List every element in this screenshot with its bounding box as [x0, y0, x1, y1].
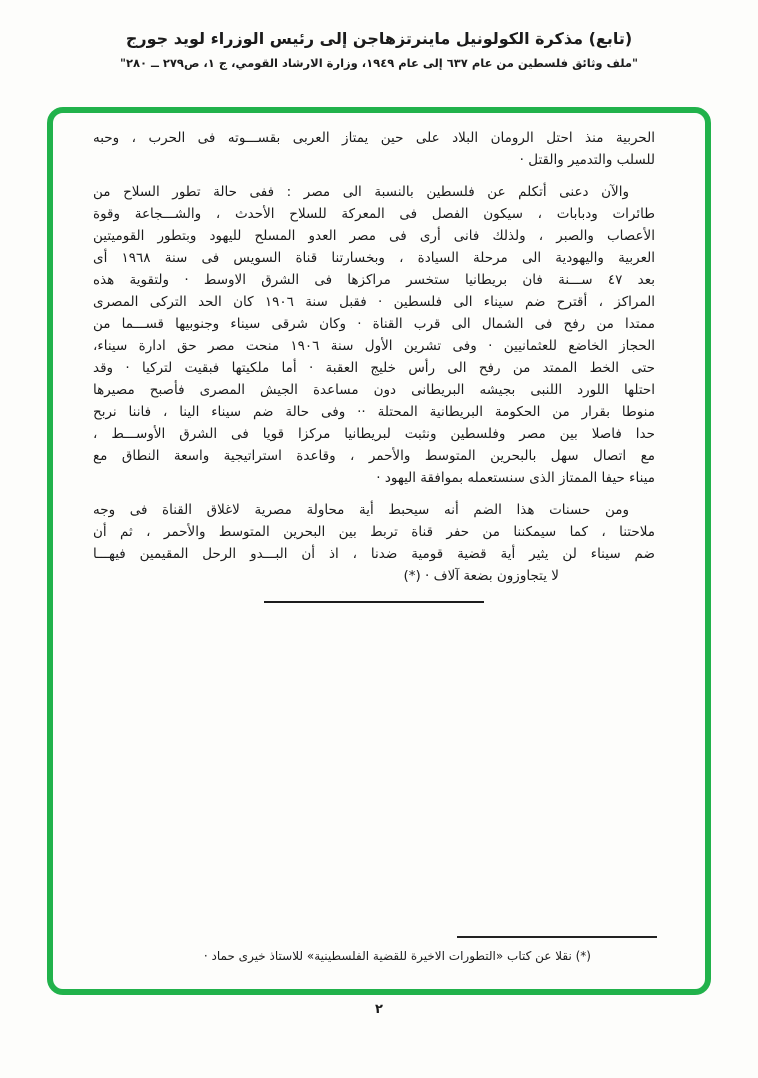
- text-line: احتلها اللورد اللنبى بجيشه البريطانى دون مساعدة الجيش المصرى فأصبح مصيرها: [93, 382, 655, 398]
- text-line: العربية واليهودية الى مرحلة السيادة ، وبخسارتنا قناة السويس فى سنة ١٩٦٨ أى: [93, 250, 656, 266]
- document-header: [0, 28, 758, 70]
- text-line: بعد ٤٧ ســـنة فان بريطانيا ستخسر مراكزها فى الشرق الاوسط · ولتقوية هذه: [93, 272, 655, 288]
- text-line: لا يتجاوزون بضعة آلاف · (*): [403, 568, 559, 584]
- paragraph-2: [93, 181, 655, 489]
- text-line: حدا فاصلا بين مصر وفلسطين ونثبت لبريطانيا مركزا قويا فى الشرق الأوســـط ،: [93, 426, 655, 442]
- text-line: ممتدا من رفح فى الشمال الى قرب القناة · وكان شرقى سيناء وجنوبيها قســـما من: [93, 316, 655, 332]
- text-line: ومن حسنات هذا الضم أنه سيحبط أية محاولة مصرية لاغلاق القناة فى وجه: [93, 502, 629, 518]
- green-frame: [47, 107, 711, 995]
- paragraph-3: [93, 499, 655, 587]
- text-line: منوطا بقرار من الحكومة البريطانية المحتلة ·· وفى حالة ضم سيناء الينا ، فاننا نربح: [93, 404, 655, 420]
- text-line: الحربية منذ احتل الرومان البلاد على حين يمتاز العربى بقســـوته فى الحرب ، وحبه: [93, 130, 655, 146]
- text-line: مع اتصال سهل بالبحرين المتوسط والأحمر ، وقاعدة استراتيجية واسعة النطاق مع: [93, 448, 655, 464]
- paragraph-1: [93, 127, 655, 171]
- text-line: الحجاز الخاضع للعثمانيين · وفى تشرين الأول سنة ١٩٠٦ منحت مصر حق ادارة سيناء،: [93, 338, 655, 354]
- footnote-rule: [457, 936, 657, 938]
- text-line: المراكز ، أقترح ضم سيناء الى فلسطين · فقبل سنة ١٩٠٦ كان الحد التركى المصرى: [93, 294, 655, 310]
- text-line: الأعصاب والصبر ، ولذلك فانى أرى فى مصر العدو المسلح لليهود وبتطور القوميتين: [93, 228, 655, 244]
- text-line: والآن دعنى أتكلم عن فلسطين بالنسبة الى مصر : ففى حالة تطور السلاح من: [93, 184, 629, 200]
- text-line: ملاحتنا ، كما سيمكننا من حفر قناة تربط بين البحرين المتوسط والأحمر ، ثم أن: [93, 524, 655, 540]
- section-divider: [264, 601, 484, 603]
- text-line: حتى الخط الممتد من رفح الى رأس خليج العقبة · أما ملكيتها فبقيت لتركيا · وقد: [93, 360, 655, 376]
- footnote: [93, 936, 657, 965]
- memo-body: [93, 127, 655, 603]
- footnote-text: (*) نقلا عن كتاب «التطورات الاخيرة للقضية الفلسطينية» للاستاذ خيرى حماد ·: [203, 949, 591, 963]
- source-citation: "ملف وثائق فلسطين من عام ٦٣٧ إلى عام ١٩٤٩، وزارة الارشاد القومي، ج ١، ص٢٧٩ ــ ٢٨٠": [119, 56, 639, 71]
- text-line: ضم سيناء لن يثير أية قضية قومية ضدنا ، اذ أن البـــدو الرحل المقيمين فيهـــا: [93, 546, 655, 562]
- text-line: للسلب والتدمير والقتل ·: [519, 152, 655, 168]
- text-line: ميناء حيفا الممتاز الذى سنستعمله بموافقة اليهود ·: [376, 470, 655, 486]
- page-number: ٢: [375, 1002, 383, 1017]
- text-line: طائرات ودبابات ، سيكون الفصل فى المعركة للسلاح الأحدث ، والشـــجاعة وقوة: [93, 206, 655, 222]
- page-title: (تابع) مذكرة الكولونيل ماينرتزهاجن إلى رئيس الوزراء لويد جورج: [125, 29, 633, 48]
